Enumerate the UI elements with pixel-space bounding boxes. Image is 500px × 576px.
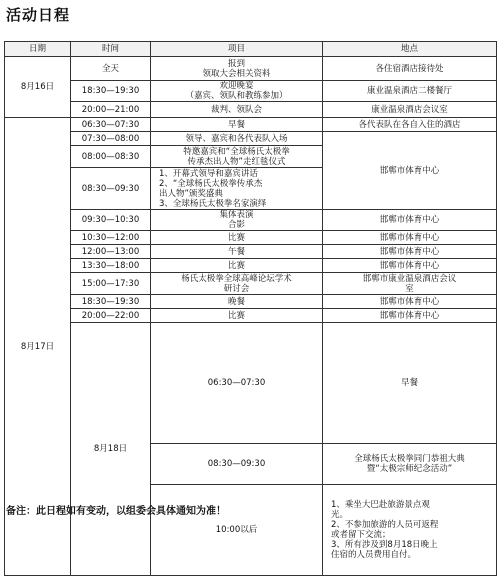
place-cell: 邯郸市体育中心 (323, 132, 497, 210)
schedule-table (4, 41, 497, 576)
time-cell: 07:30—08:00 (71, 132, 151, 146)
item-cell: 1、乘坐大巴赴旅游景点观 光。 2、不参加旅游的人员可返程 或者留下交流； 3、所有涉及到8月18日晚上 住宿的人员费用自付。 (323, 485, 497, 576)
table-row (5, 132, 497, 146)
time-cell: 10:30—12:00 (71, 231, 151, 245)
item-cell: 午餐 (151, 245, 323, 259)
place-cell: 邯郸市康业温泉酒店会议 室 (323, 273, 497, 295)
place-cell: 邯郸市体育中心 (323, 245, 497, 259)
header-time: 时间 (71, 42, 151, 57)
time-cell: 09:30—10:30 (71, 210, 151, 231)
table-header-row (5, 42, 497, 57)
table-row (5, 81, 497, 102)
table-row (5, 323, 497, 444)
table-row (5, 273, 497, 295)
time-cell: 10:00以后 (151, 485, 323, 576)
time-cell: 12:00—13:00 (71, 245, 151, 259)
item-cell: 比赛 (151, 259, 323, 273)
item-cell: 特邀嘉宾和“全球杨氏太极拳 传承杰出人物”走红毯仪式 (151, 146, 323, 168)
item-cell: 报到 领取大会相关资料 (151, 57, 323, 81)
item-cell: 早餐 (151, 118, 323, 132)
item-cell: 杨氏太极拳全球高峰论坛学术 研讨会 (151, 273, 323, 295)
footnote: 备注：此日程如有变动，以组委会具体通知为准！ (6, 506, 226, 517)
place-cell: 各代表队在各自入住的酒店 (323, 118, 497, 132)
table-row (5, 231, 497, 245)
item-cell: 集体表演 合影 (151, 210, 323, 231)
time-cell: 20:00—22:00 (71, 309, 151, 323)
item-cell: 领导、嘉宾和各代表队入场 (151, 132, 323, 146)
time-cell: 18:30—19:30 (71, 295, 151, 309)
item-cell: 晚餐 (151, 295, 323, 309)
item-cell: 比赛 (151, 231, 323, 245)
date-cell: 8月16日 (5, 57, 71, 118)
table-row (5, 118, 497, 132)
table-row (5, 57, 497, 81)
time-cell: 全天 (71, 57, 151, 81)
header-place: 地点 (323, 42, 497, 57)
time-cell: 08:00—08:30 (71, 146, 151, 168)
place-cell: 各住宿酒店接待处 (323, 57, 497, 81)
table-row (5, 245, 497, 259)
table-row (5, 102, 497, 118)
place-cell: 邯郸市体育中心 (323, 231, 497, 245)
time-cell: 06:30—07:30 (71, 118, 151, 132)
item-cell: 1、开幕式领导和嘉宾讲话 2、“全球杨氏太极拳传承杰 出人物”颁奖盛典 3、全球杨氏太极拳名家演绎 (151, 168, 323, 210)
time-cell: 18:30—19:30 (71, 81, 151, 102)
place-cell: 康业温泉酒店会议室 (323, 102, 497, 118)
table-row (5, 259, 497, 273)
time-cell: 13:30—18:00 (71, 259, 151, 273)
time-cell: 08:30—09:30 (151, 444, 323, 485)
place-cell: 邯郸市体育中心 (323, 259, 497, 273)
item-cell: 全球杨氏太极拳同门恭祖大典 暨“太极宗师纪念活动” (323, 444, 497, 485)
item-cell: 裁判、领队会 (151, 102, 323, 118)
header-date: 日期 (5, 42, 71, 57)
date-cell: 8月18日 (71, 323, 151, 576)
page-title: 活动日程 (6, 6, 71, 24)
time-cell: 20:00—21:00 (71, 102, 151, 118)
time-cell: 08:30—09:30 (71, 168, 151, 210)
table-row (5, 210, 497, 231)
place-cell: 邯郸市体育中心 (323, 210, 497, 231)
table-row (5, 309, 497, 323)
item-cell: 早餐 (323, 323, 497, 444)
time-cell: 15:00—17:30 (71, 273, 151, 295)
time-cell: 06:30—07:30 (151, 323, 323, 444)
item-cell: 比赛 (151, 309, 323, 323)
header-item: 项目 (151, 42, 323, 57)
item-cell: 欢迎晚宴 （嘉宾、领队和教练参加） (151, 81, 323, 102)
table-row (5, 295, 497, 309)
place-cell: 邯郸市体育中心 (323, 309, 497, 323)
date-cell: 8月17日 (5, 118, 71, 576)
schedule-body (5, 57, 497, 576)
place-cell: 康业温泉酒店二楼餐厅 (323, 81, 497, 102)
place-cell: 邯郸市体育中心 (323, 295, 497, 309)
